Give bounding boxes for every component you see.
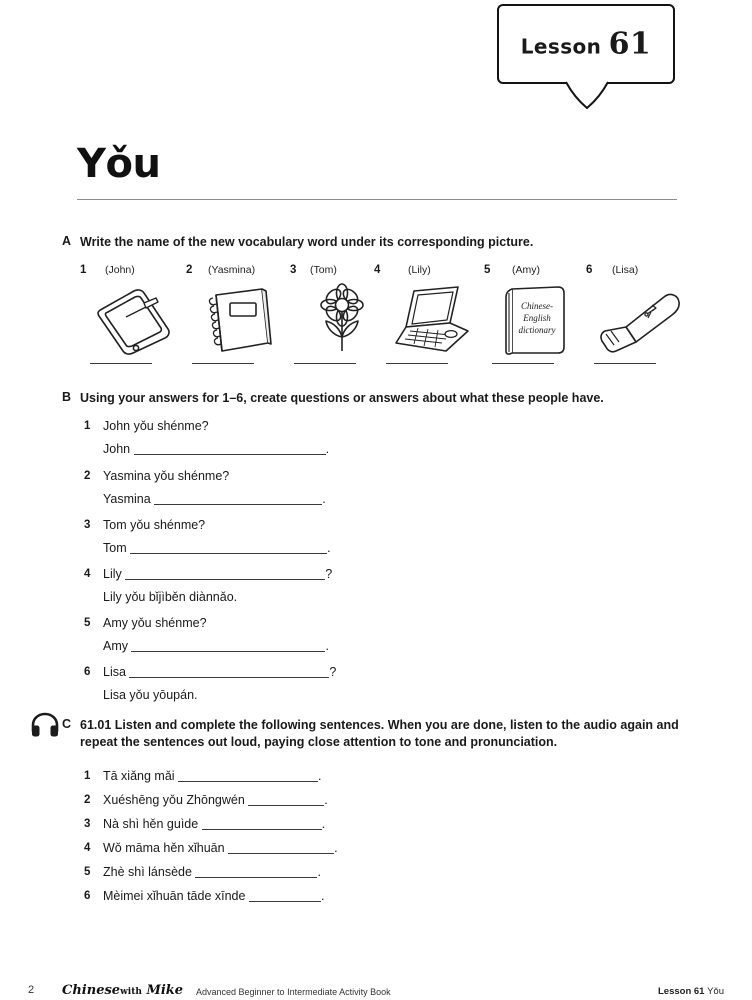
b-item-3-answer-suffix: . [327, 541, 331, 555]
b-item-2-question: Yasmina yǒu shénme? [103, 469, 230, 483]
section-a-instruction: Write the name of the new vocabulary word under its corresponding picture. [80, 235, 534, 249]
c-item-1-number: 1 [84, 770, 91, 782]
section-b-instruction: Using your answers for 1–6, create questions or answers about what these people have. [80, 391, 604, 405]
c-item-5 [103, 865, 321, 879]
b-item-5-number: 5 [84, 617, 91, 629]
c-item-4 [103, 841, 338, 855]
picture-4-number: 4 [374, 264, 381, 276]
b-item-6-question [103, 665, 336, 679]
section-b-letter: B [62, 390, 72, 404]
footer-brand-main: Chinese [62, 983, 121, 998]
b-item-4-question-prefix: Lily [103, 567, 122, 581]
section-c-instruction-line2: again and repeat the sentences out loud, paying close attention to tone and pronunciation. [80, 718, 679, 749]
c-item-6-suffix: . [320, 889, 325, 903]
c-item-2-blank[interactable] [248, 793, 324, 806]
b-item-2-answer-suffix: . [322, 492, 326, 506]
b-item-4-question [103, 567, 332, 581]
lesson-word: Lesson [520, 34, 602, 59]
footer-brand-name: Mike [146, 983, 184, 998]
picture-4-answer-line[interactable] [386, 363, 448, 364]
picture-6-answer-line[interactable] [594, 363, 656, 364]
b-item-3-answer [103, 541, 331, 555]
b-item-2-answer-prefix: Yasmina [103, 492, 151, 506]
b-item-3-question: Tom yǒu shénme? [103, 518, 206, 532]
page-footer [0, 984, 752, 1000]
picture-1-name: (John) [105, 264, 135, 276]
flower-icon [296, 281, 388, 359]
b-item-1-answer-suffix: . [325, 442, 330, 456]
b-item-5-answer-suffix: . [325, 639, 329, 653]
b-item-2-answer-blank[interactable] [154, 492, 322, 505]
b-item-6-answer: Lisa yǒu yōupán. [103, 688, 198, 702]
section-a-letter: A [62, 234, 72, 248]
c-item-6-number: 6 [84, 890, 91, 902]
b-item-5-answer-blank[interactable] [131, 639, 325, 652]
title-divider [77, 199, 677, 200]
b-item-1-question: John yǒu shénme? [103, 419, 209, 433]
b-item-1-number: 1 [84, 420, 91, 432]
laptop-icon [388, 281, 480, 359]
picture-2-number: 2 [186, 264, 193, 276]
c-item-6 [103, 889, 324, 903]
b-item-1-answer [103, 442, 329, 456]
b-item-6-question-suffix: ? [329, 665, 337, 679]
b-item-3-number: 3 [84, 519, 91, 531]
picture-5-answer-line[interactable] [492, 363, 554, 364]
picture-1-number: 1 [80, 264, 87, 276]
picture-5-name: (Amy) [512, 264, 540, 276]
b-item-4-answer: Lily yǒu bǐjìběn diànnǎo. [103, 590, 238, 604]
lesson-number: 61 [608, 26, 652, 62]
svg-text:Chinese-: Chinese- [521, 301, 553, 311]
b-item-2-answer [103, 492, 326, 506]
c-item-5-blank[interactable] [195, 865, 317, 878]
c-item-2 [103, 793, 328, 807]
section-c-letter: C [62, 717, 72, 731]
c-item-2-text: Xuéshēng yǒu Zhōngwén [103, 793, 245, 807]
c-item-1-text: Tā xiǎng mǎi [103, 769, 175, 783]
c-item-1-suffix: . [318, 769, 322, 783]
b-item-3-answer-prefix: Tom [103, 541, 127, 555]
b-item-4-number: 4 [84, 568, 91, 580]
c-item-5-number: 5 [84, 866, 91, 878]
footer-page-number: 2 [28, 984, 35, 996]
tablet-stylus-icon [88, 281, 180, 359]
footer-subtitle: Advanced Beginner to Intermediate Activity Book [196, 987, 391, 997]
c-item-2-suffix: . [324, 793, 328, 807]
picture-3-number: 3 [290, 264, 297, 276]
c-item-4-suffix: . [334, 841, 338, 855]
footer-brand-with: with [120, 987, 142, 997]
page-title: Yǒu [77, 141, 161, 187]
lesson-badge-tail [565, 81, 609, 109]
c-item-3-text: Nà shì hěn guìde [103, 817, 199, 831]
section-c-instruction [80, 717, 680, 751]
lesson-badge [497, 4, 675, 84]
picture-3-answer-line[interactable] [294, 363, 356, 364]
b-item-6-question-blank[interactable] [129, 665, 329, 678]
svg-text:dictionary: dictionary [518, 325, 556, 335]
picture-3-name: (Tom) [310, 264, 337, 276]
svg-text:English: English [523, 313, 551, 323]
c-item-3-number: 3 [84, 818, 91, 830]
b-item-5-answer-prefix: Amy [103, 639, 128, 653]
b-item-5-answer [103, 639, 329, 653]
b-item-1-answer-blank[interactable] [134, 442, 326, 455]
spiral-notebook-icon [194, 281, 286, 359]
c-item-2-number: 2 [84, 794, 91, 806]
c-item-3 [103, 817, 325, 831]
b-item-6-number: 6 [84, 666, 91, 678]
c-item-6-blank[interactable] [249, 889, 321, 902]
usb-flash-drive-icon [592, 281, 684, 359]
dictionary-book-icon [492, 281, 584, 359]
headphones-icon [30, 712, 60, 738]
c-item-6-text: Mèimei xǐhuān tāde xīnde [103, 889, 246, 903]
picture-6-name: (Lisa) [612, 264, 639, 276]
section-c-audio-ref: 61.01 [80, 718, 112, 732]
c-item-4-blank[interactable] [228, 841, 334, 854]
footer-brand [62, 983, 183, 998]
picture-2-name: (Yasmina) [208, 264, 256, 276]
b-item-4-question-blank[interactable] [125, 567, 325, 580]
footer-lesson-title: Yǒu [707, 986, 724, 997]
c-item-5-text: Zhè shì lánsède [103, 865, 192, 879]
picture-1-answer-line[interactable] [90, 363, 152, 364]
picture-4-name: (Lily) [408, 264, 431, 276]
c-item-4-number: 4 [84, 842, 91, 854]
c-item-5-suffix: . [317, 865, 321, 879]
b-item-1-answer-prefix: John [103, 442, 131, 456]
picture-2-answer-line[interactable] [192, 363, 254, 364]
picture-5-number: 5 [484, 264, 491, 276]
c-item-1 [103, 769, 322, 783]
b-item-6-question-prefix: Lisa [103, 665, 126, 679]
c-item-4-text: Wǒ māma hěn xǐhuān [103, 841, 225, 855]
section-c-instruction-line1: Listen and complete the following sentences. When you are done, listen to the audio [114, 718, 617, 732]
footer-lesson-ref [658, 986, 724, 997]
c-item-1-blank[interactable] [178, 769, 318, 782]
lesson-badge-label [497, 27, 675, 62]
c-item-3-suffix: . [321, 817, 326, 831]
footer-lesson-number: Lesson 61 [657, 986, 705, 997]
c-item-3-blank[interactable] [202, 817, 322, 830]
b-item-3-answer-blank[interactable] [130, 541, 327, 554]
b-item-2-number: 2 [84, 470, 91, 482]
b-item-4-question-suffix: ? [325, 567, 333, 581]
b-item-5-question: Amy yǒu shénme? [103, 616, 207, 630]
picture-6-number: 6 [586, 264, 593, 276]
